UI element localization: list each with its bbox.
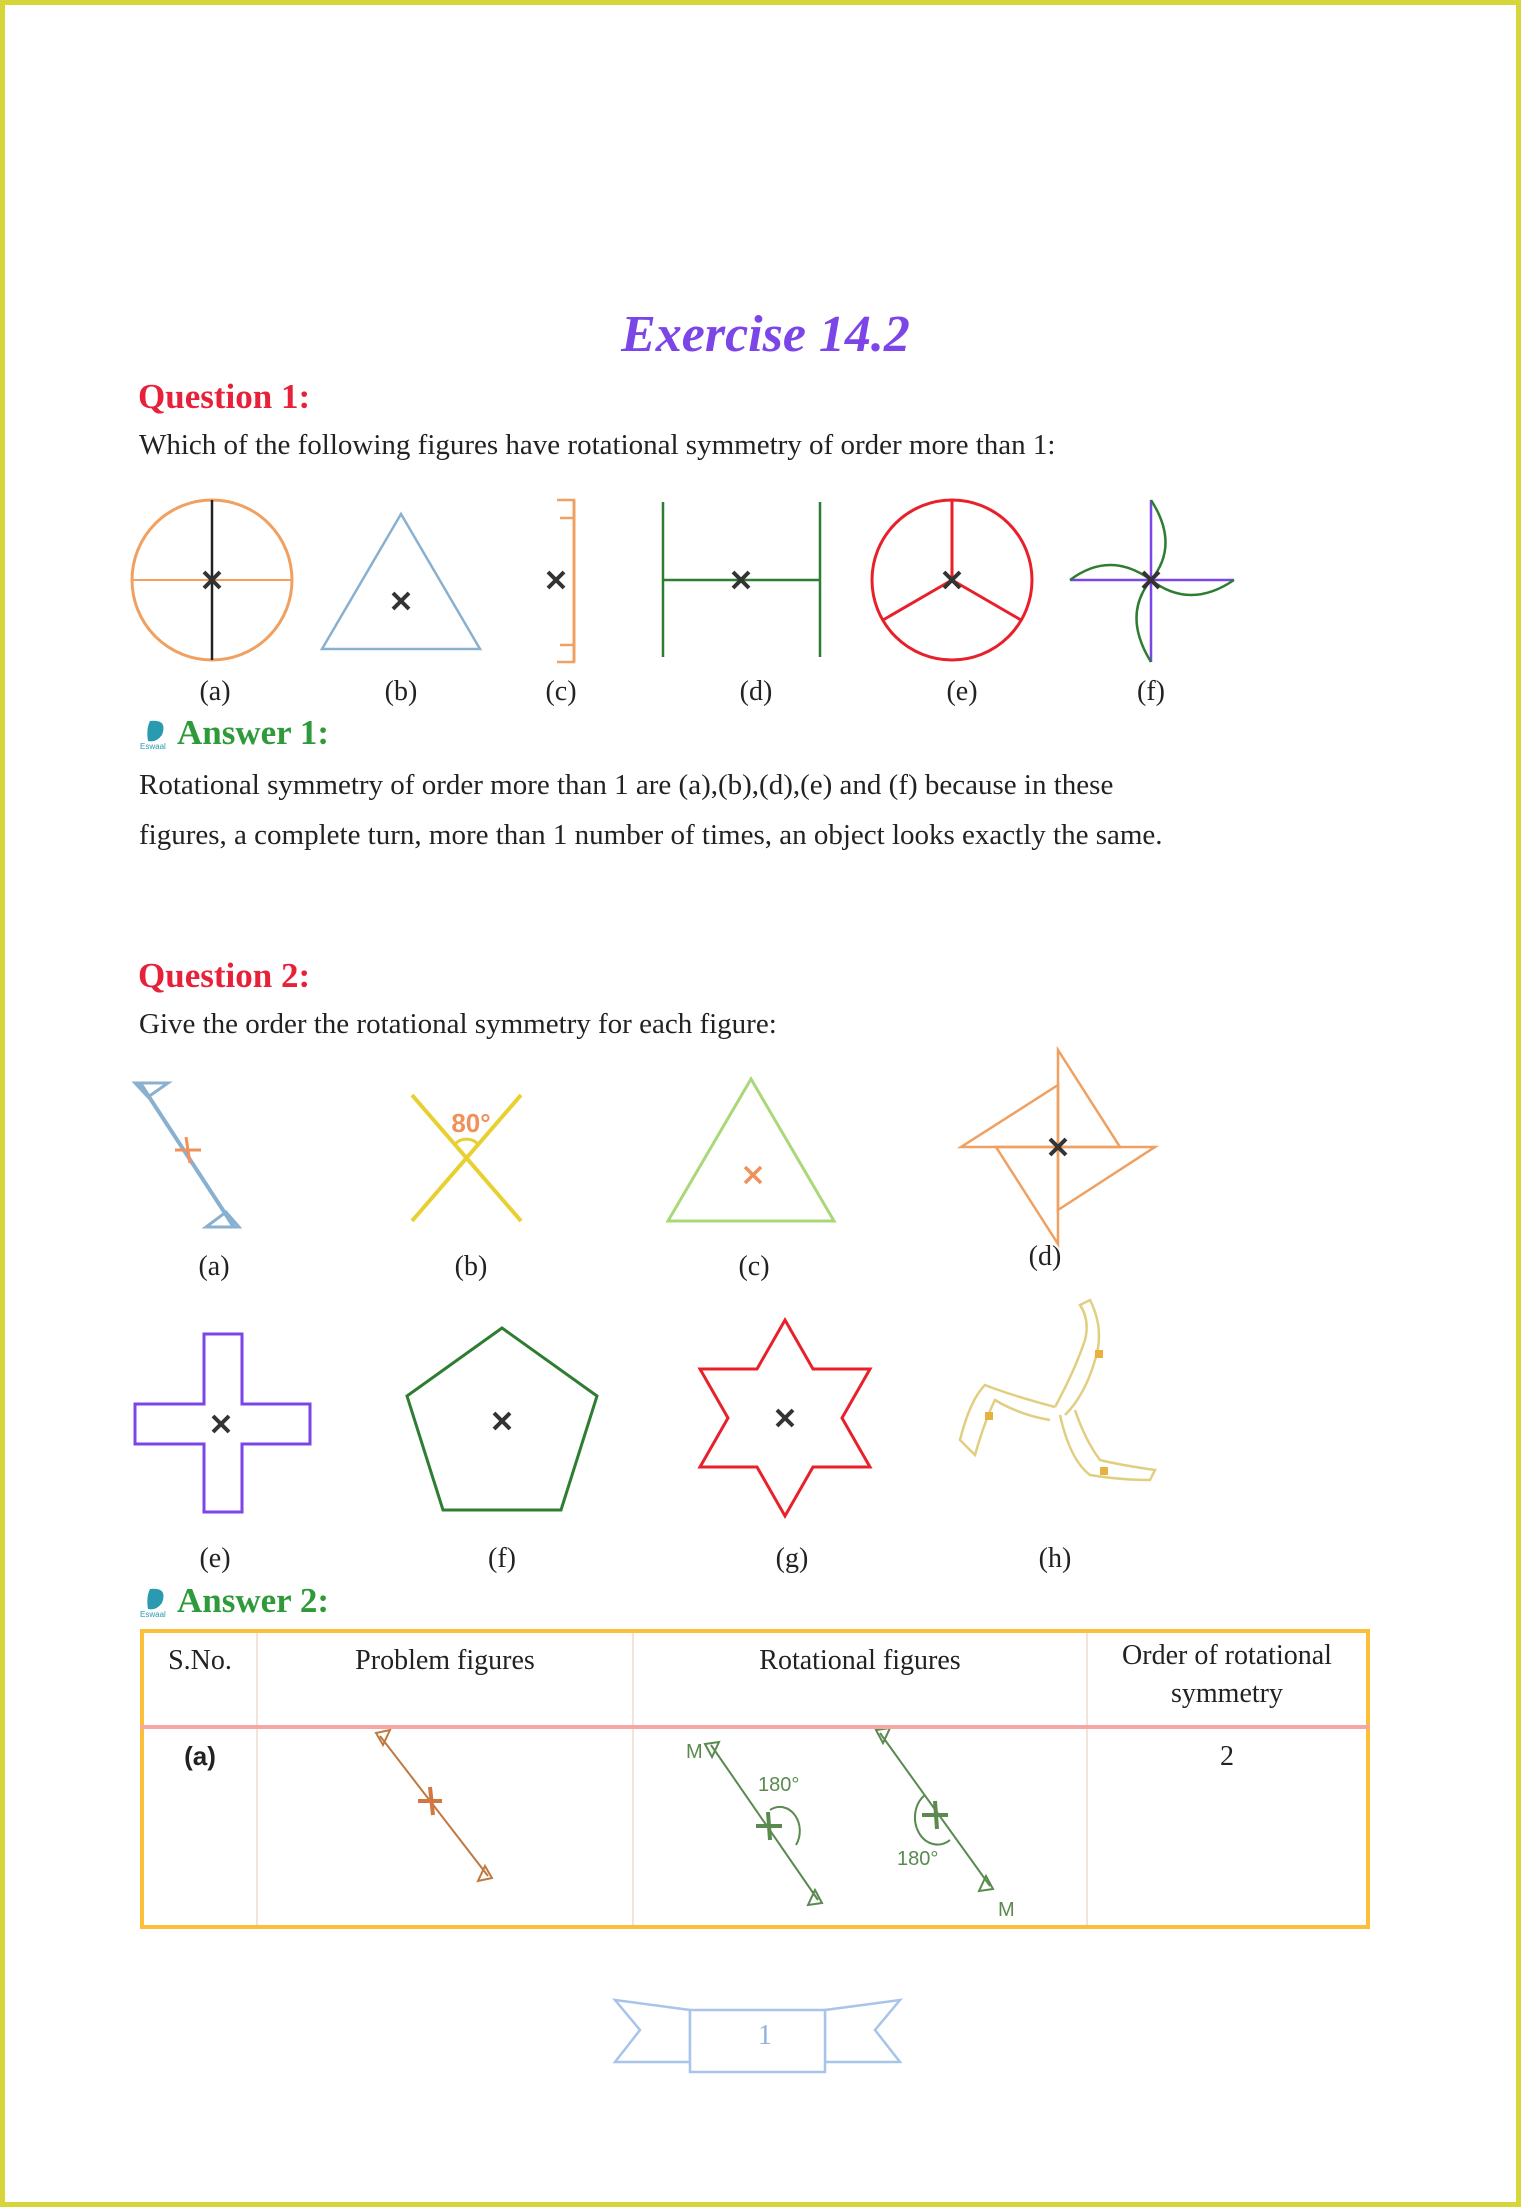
q1-figure-b-triangle (322, 514, 480, 649)
q2-label-d: (d) (1028, 1241, 1062, 1272)
answer-1-line-2: figures, a complete turn, more than 1 number of times, an object looks exactly the same. (139, 819, 1163, 851)
q2-figure-h-triskelion (960, 1300, 1155, 1480)
page-number: 1 (758, 2020, 772, 2051)
q2-label-c: (c) (738, 1251, 770, 1282)
q1-label-a: (a) (199, 676, 231, 707)
header-rotational-figures: Rotational figures (633, 1631, 1087, 1727)
cell-rotational-figures (633, 1727, 1087, 1927)
q1-figure-e-circle-three-radii (872, 500, 1032, 660)
q2-figure-d-pinwheel (961, 1050, 1155, 1244)
question-1-heading: Question 1: (138, 377, 311, 416)
question-1-text: Which of the following figures have rotational symmetry of order more than 1: (139, 429, 1056, 461)
q1-figure-d-h-shape (663, 502, 820, 657)
q2-figure-c-triangle (668, 1079, 834, 1221)
q1-label-f: (f) (1137, 676, 1165, 707)
q1-figure-a-circle (132, 500, 292, 660)
q2-label-h: (h) (1038, 1543, 1072, 1574)
q1-label-c: (c) (545, 676, 577, 707)
q2-figure-g-star (700, 1320, 870, 1516)
mark-label: M (686, 1741, 703, 1763)
svg-text:Eswaal: Eswaal (140, 742, 166, 751)
cell-problem-figure (257, 1727, 633, 1927)
q2-label-a: (a) (198, 1251, 230, 1282)
q2-figure-b-cross-lines (412, 1095, 521, 1221)
eswaal-logo (140, 1587, 170, 1619)
header-problem-figures: Problem figures (257, 1631, 633, 1727)
q2-label-b: (b) (454, 1251, 488, 1282)
question-2-heading: Question 2: (138, 956, 311, 995)
angle-label: 80° (451, 1108, 491, 1138)
svg-text:Eswaal: Eswaal (140, 1610, 166, 1619)
svg-text:M: M (998, 1899, 1015, 1921)
q1-label-e: (e) (946, 676, 978, 707)
cell-order: 2 (1087, 1727, 1368, 1927)
q2-label-e: (e) (199, 1543, 231, 1574)
q2-figure-e-plus (135, 1334, 310, 1512)
q1-label-b: (b) (384, 676, 418, 707)
question-2-text: Give the order the rotational symmetry for each figure: (139, 1008, 777, 1040)
angle-label-1: 180° (758, 1774, 800, 1796)
q2-label-g: (g) (775, 1543, 809, 1574)
cell-sno: (a) (184, 1741, 216, 1771)
q2-label-f: (f) (488, 1543, 516, 1574)
answer-2-table (140, 1629, 1370, 1929)
header-sno: S.No. (168, 1645, 232, 1676)
answer-1-heading: Answer 1: (177, 713, 329, 752)
eswaal-logo (140, 719, 170, 751)
q2-figure-f-pentagon (407, 1328, 597, 1510)
page-title: Exercise 14.2 (621, 306, 910, 363)
answer-2-heading: Answer 2: (177, 1581, 329, 1620)
table-row (142, 1727, 1368, 1927)
answer-1-line-1: Rotational symmetry of order more than 1 are (a),(b),(d),(e) and (f) because in these (139, 769, 1114, 801)
q1-figure-c-bracket (548, 500, 574, 662)
q2-figure-a-line-flags (135, 1083, 239, 1227)
q1-figure-f-pinwheel (1070, 500, 1234, 662)
header-order: Order of rotational symmetry (1087, 1631, 1368, 1727)
angle-label-2: 180° (897, 1848, 939, 1870)
q1-label-d: (d) (739, 676, 773, 707)
